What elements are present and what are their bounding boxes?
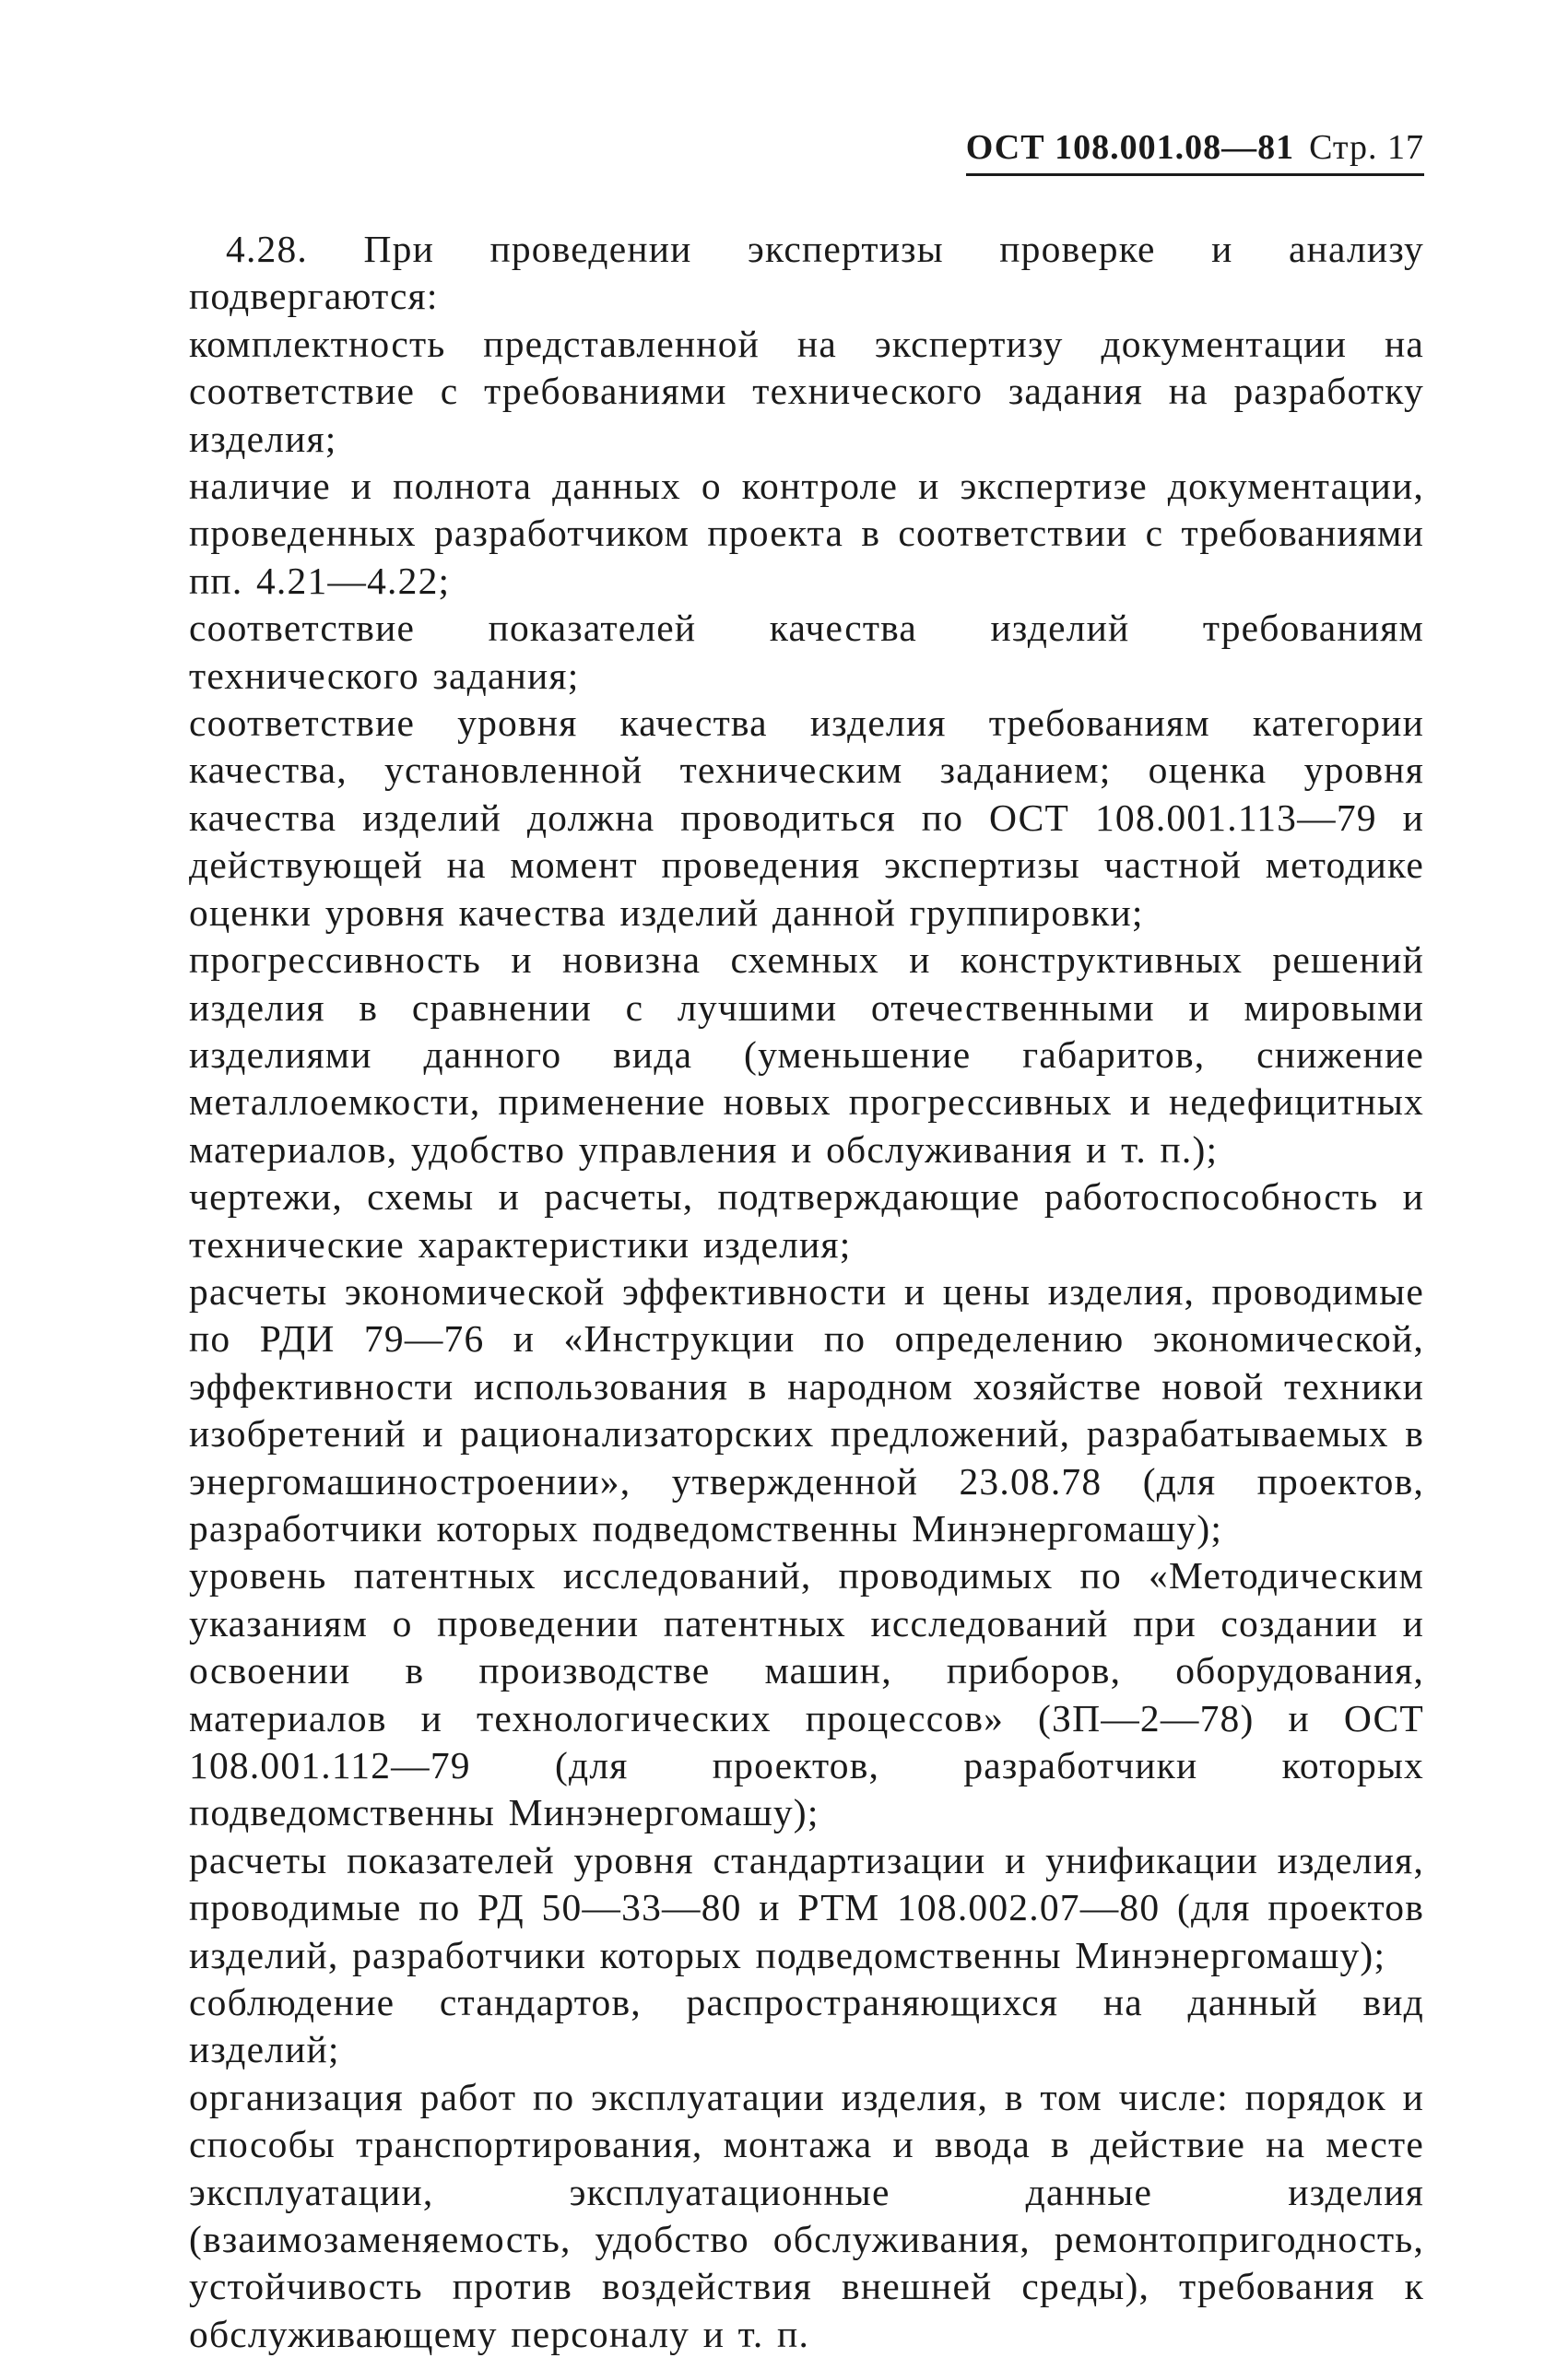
list-item: расчеты показателей уровня стандартизации и унификации изделия, проводимые по РД 50—33—80 и РТМ 108.002.07—80 (для проектов изделий, разработчики которых подведомственны Минэнергомашу); bbox=[189, 1838, 1424, 1976]
list-item: соответствие показателей качества изделий требованиям технического задания; bbox=[189, 607, 1424, 697]
list-item: организация работ по эксплуатации изделия, в том числе: порядок и способы транспортирования, монтажа и ввода в действие на месте эксплуатации, эксплуатационные данные изделия (взаимозаменяемость, удобство обслуживания, ремонтопригодность, устойчивость против воздействия внешней среды), требования к обслуживающему персоналу и т. п. bbox=[189, 2075, 1424, 2355]
list-item: наличие и полнота данных о контроле и экспертизе документации, проведенных разработчиком проекта в соответствии с требованиями пп. 4.21—4.22; bbox=[189, 465, 1424, 602]
document-code: ОСТ 108.001.08—81 bbox=[965, 128, 1295, 167]
page-number: Стр. 17 bbox=[1309, 128, 1424, 167]
list-item: расчеты экономической эффективности и цены изделия, проводимые по РДИ 79—76 и «Инструкции по определению экономической, эффективности использования в народном хозяйстве новой техники изобретений и рационализаторских предложений, разрабатываемых в энергомашиностроении», утвержденной 23.08.78 (для проектов, разработчики которых подведомственны Минэнергомашу); bbox=[189, 1269, 1424, 1550]
page-header bbox=[966, 127, 1424, 176]
document-body bbox=[189, 226, 1424, 2358]
list-item: уровень патентных исследований, проводимых по «Методическим указаниям о проведении патентных исследований при создании и освоении в производстве машин, приборов, оборудования, материалов и технологических процессов» (ЗП—2—78) и ОСТ 108.001.112—79 (для проектов, разработчики которых подведомственны Минэнергомашу); bbox=[189, 1554, 1424, 1834]
section-lead: 4.28. При проведении экспертизы проверке и анализу подвергаются: bbox=[189, 228, 1424, 318]
list-item: прогрессивность и новизна схемных и конструктивных решений изделия в сравнении с лучшими отечественными и мировыми изделиями данного вида (уменьшение габаритов, снижение металлоемкости, применение новых прогрессивных и недефицитных материалов, удобство управления и обслуживания и т. п.); bbox=[189, 938, 1424, 1171]
list-item: чертежи, схемы и расчеты, подтверждающие работоспособность и технические характеристики изделия; bbox=[189, 1175, 1424, 1266]
list-item: комплектность представленной на экспертизу документации на соответствие с требованиями технического задания на разработку изделия; bbox=[189, 322, 1424, 460]
list-item: соблюдение стандартов, распространяющихся на данный вид изделий; bbox=[189, 1981, 1424, 2071]
list-item: соответствие уровня качества изделия требованиям категории качества, установленной техническим заданием; оценка уровня качества изделий должна проводиться по ОСТ 108.001.113—79 и действующей на момент проведения экспертизы частной методике оценки уровня качества изделий данной группировки; bbox=[189, 702, 1424, 934]
